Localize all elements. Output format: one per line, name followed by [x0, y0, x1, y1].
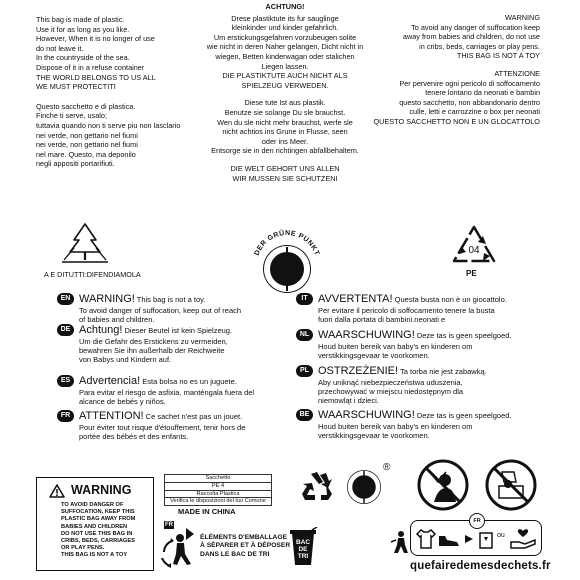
text-line: Drese plastiktute its fur sauglinge [231, 13, 339, 23]
text-line: wiegen, Betten kinderwagan oder stalichen [215, 51, 355, 61]
text-line: Para evitar el riesgo de asfixia, manténgala fuera del [79, 388, 255, 397]
lang-badge: BE [296, 409, 313, 421]
text-line: Aby uniknąć niebezpieczeństwa uduszenia, [318, 378, 463, 387]
lang-badge: PL [296, 365, 313, 377]
text-line: SUFFOCATION, KEEP THIS [61, 509, 135, 516]
t-shirt-icon [415, 528, 437, 550]
warning-title: ATTENTION! [79, 410, 144, 422]
warning-title: AVVERTENTA! [318, 293, 393, 305]
warning-en [57, 293, 307, 324]
text-line: DANS LE BAC DE TRI [200, 550, 270, 558]
table-row: PE 4 [165, 483, 271, 491]
text-line: tuttavia quando non ti serve piu non lasclario [36, 120, 181, 130]
text-line: THIS BAG IS NOT A TOY [456, 51, 540, 61]
warning-title: WARNING! [79, 293, 135, 305]
shoe-icon [437, 530, 461, 548]
made-in-label: MADE IN CHINA [178, 507, 236, 516]
text-line: WARNING [505, 13, 540, 22]
text-line: DO NOT USE THIS BAG IN [61, 530, 133, 537]
text-line: WE MUST PROTECTITI [36, 82, 116, 92]
hand-heart-icon [509, 528, 537, 550]
warning-be [296, 409, 546, 440]
recycle-triangle-icon [450, 224, 498, 270]
text-line: Benutze sie solange Du sle brauchst. [224, 107, 346, 117]
text-line: OR PLAY PENS. [61, 545, 105, 552]
arrow-right-icon [463, 531, 477, 547]
lang-badge: NL [296, 329, 313, 341]
lang-badge: ES [57, 375, 74, 387]
text-line: oder ins Meer. [261, 136, 309, 146]
right-text-column [373, 13, 540, 127]
text-line: przechowywać w miejscu niedostępnym dla [318, 387, 464, 396]
recycle-arrows-icon [298, 470, 336, 504]
text-line: Finche ti serve, usalo; [36, 111, 107, 121]
warning-nl [296, 329, 546, 360]
text-line: verstikkingsgevaar te voorkomen. [318, 351, 430, 360]
warning-pl [296, 365, 546, 405]
warning-box [36, 477, 154, 571]
text-line: bewahren Sie ihn außerhalb der Reichweite [79, 346, 225, 355]
green-dot-small-icon [344, 465, 388, 509]
text-line: Per pervenire ogni pericolo di soffocamento [399, 78, 540, 88]
warning-title: WAARSCHUWING! [318, 409, 415, 421]
text-line: alcance de bebés y niños. [79, 397, 166, 406]
sorting-info-box [410, 520, 542, 556]
warning-box-text [61, 502, 135, 560]
text-line: TRI [297, 553, 309, 561]
text-line: QUESTO SACCHETTO NON E UN GLOCATTOLO [373, 116, 540, 126]
text-line: Use it for as long as you like. [36, 24, 130, 34]
website-link[interactable]: quefairedemesdechets.fr [410, 560, 551, 572]
text-line: BABIES AND CHILDREN [61, 523, 128, 530]
text-line: do not leave it. [36, 43, 84, 53]
recycle-code: 04 [468, 245, 480, 256]
text-line: tenere lontano da neonati e bambin [425, 88, 540, 98]
person-sorting-icon [388, 530, 410, 554]
green-dot-text: DER GRÜNE PUNKT [253, 229, 321, 257]
bac-text [288, 539, 318, 561]
text-line: BAC [295, 539, 311, 546]
text-line: niemowląt i dzieci. [318, 396, 379, 405]
tree-caption: A E DITUTTI:DIFENDIAMOLA [44, 270, 141, 279]
text-line: in cribs, beds, carriages or play pens. [419, 41, 540, 51]
left-text-column [36, 15, 180, 169]
warning-subtitle: This bag is not a toy. [134, 295, 206, 304]
warning-subtitle: Questa busta non è un giocattolo. [392, 295, 507, 304]
lang-badge: EN [57, 293, 74, 305]
text-line: THE WORLD BELONGS TO US ALL [36, 72, 156, 82]
warning-subtitle: Dieser Beutel ist kein Spielzeug. [122, 326, 233, 335]
warning-it [296, 293, 546, 324]
warning-subtitle: Deze tas is geen speelgoed. [414, 411, 512, 420]
or-label: ou [497, 532, 505, 539]
fr-tag: FR [165, 522, 173, 528]
fr-tag-circle: FR [469, 513, 485, 529]
text-line: Per evitare il pericolo di soffocamento tenere la busta [318, 306, 495, 315]
text-line: negli appositi portarifiuti. [36, 159, 115, 169]
text-line: nicht achtios ins Grune in Flusse, seen [222, 127, 348, 137]
middle-text-column [190, 2, 380, 183]
text-line: verstikkingsgevaar te voorkomen. [318, 431, 430, 440]
text-line: PLASTIC BAG AWAY FROM [61, 516, 136, 523]
text-line: To avoid danger of suffocation, keep out of reach [79, 306, 242, 315]
text-line: nei verde, non gettario nel fiumi [36, 130, 138, 140]
table-row: Verifica le disposizioni del tuo Comune [170, 498, 266, 505]
text-line: away from babies and children, do not use [402, 32, 540, 42]
text-line: ATTENZIONE [494, 68, 540, 78]
table-row: Raccolta Plastica [165, 491, 271, 499]
table-row: Sacchetto [165, 475, 271, 483]
text-line: portée des bébés et des enfants. [79, 432, 189, 441]
text-line: Diese tute Ist aus plastik. [244, 98, 326, 108]
text-line: Questo sacchetto e di plastica. [36, 101, 136, 111]
warning-title: Achtung! [79, 324, 123, 336]
text-line: DIE WELT GEHORT UNS ALLEN [230, 163, 340, 173]
text-line: Entsorge sie in den richtingen abfallbehaltem. [211, 146, 359, 156]
text-line: questo sacchetto, non abbandonario dentro [399, 97, 540, 107]
text-line: DE [298, 546, 308, 554]
text-line: WIR MUSSEN SIE SCHUTZENI [232, 173, 338, 183]
text-line: of babies and children. [79, 315, 155, 324]
no-bag-over-head-icon [416, 458, 470, 512]
text-line: nei verde, non gettario nel fiumi [36, 140, 138, 150]
recycle-label: PE [466, 269, 477, 278]
warning-title: OSTRZEŻENIE! [318, 365, 399, 377]
text-line: This bag is made of plastic. [36, 15, 125, 24]
donation-bin-icon [477, 529, 495, 549]
text-line: Wen du sle nicht mehr brauchst, werfe sle [217, 117, 353, 127]
warning-es [57, 375, 307, 406]
lang-badge: IT [296, 293, 313, 305]
warning-subtitle: Ta torba nie jest zabawką. [398, 367, 487, 376]
text-line: Liegen lassen. [261, 61, 309, 71]
middle-title: ACHTUNG! [265, 2, 305, 11]
text-line: culle, letti e carrozzine o box per neonati [409, 107, 540, 117]
text-line: However, When it is no longer of use [36, 34, 155, 44]
warning-title: WAARSCHUWING! [318, 329, 415, 341]
text-line: To avoid any danger of suffocation keep [411, 22, 540, 32]
text-line: Dispose of it in a refuse container [36, 62, 145, 72]
text-line: wie nicht in deren Naher gelangen, Dicht nicht in [206, 42, 364, 52]
lang-badge: DE [57, 324, 74, 336]
arrow-icon [186, 528, 194, 540]
text-line: In the countryside of the sea. [36, 53, 130, 63]
text-line: fuori dalla portata di bambini.neonati e [318, 315, 446, 324]
triman-text [200, 534, 290, 559]
text-line: von Babys und Kindern auf. [79, 355, 172, 364]
text-line: nel mare. Questo, ma deponilo [36, 149, 136, 159]
warning-de [57, 324, 307, 364]
text-line: Houd buiten bereik van baby's en kinderen om [318, 422, 473, 431]
warning-title: Advertencia! [79, 375, 141, 387]
text-line: kleinkinder und kinder gefahrlich. [231, 23, 339, 33]
warning-subtitle: Ce sachet n'est pas un jouet. [143, 412, 243, 421]
warning-subtitle: Esta bolsa no es un juguete. [140, 377, 237, 386]
lang-badge: FR [57, 410, 74, 422]
text-line: Um erstickungsgefahren vorzubeugen solite [213, 32, 357, 42]
text-line: ÉLÉMENTS D'EMBALLAGE [200, 534, 288, 541]
registered-mark: ® [383, 462, 391, 473]
text-line: Houd buiten bereik van baby's en kinderen om [318, 342, 473, 351]
text-line: À SÉPARER ET À DÉPOSER [200, 542, 291, 550]
warning-fr [57, 410, 307, 441]
text-line: SPIELZEUG VERWEDEN. [241, 80, 329, 90]
no-bag-in-crib-icon [484, 458, 538, 512]
warning-triangle-icon [49, 484, 65, 498]
warning-box-title: WARNING [71, 483, 132, 497]
material-table [164, 474, 272, 506]
text-line: Pour éviter tout risque d'étouffement, tenir hors de [79, 423, 246, 432]
text-line: THIS BAG IS NOT A TOY [61, 552, 128, 559]
warning-subtitle: Deze tas is geen speelgoed. [414, 331, 512, 340]
text-line: Um die Gefahr des Erstickens zu vermeiden, [79, 337, 228, 346]
tree-recycle-icon [60, 220, 110, 265]
text-line: CRIBS, BEDS, CARRIAGES [61, 538, 135, 545]
text-line: DIE PLASTIKTUTE AUCH NICHT ALS [222, 71, 348, 81]
text-line: TO AVOID DANGER OF [61, 502, 124, 508]
